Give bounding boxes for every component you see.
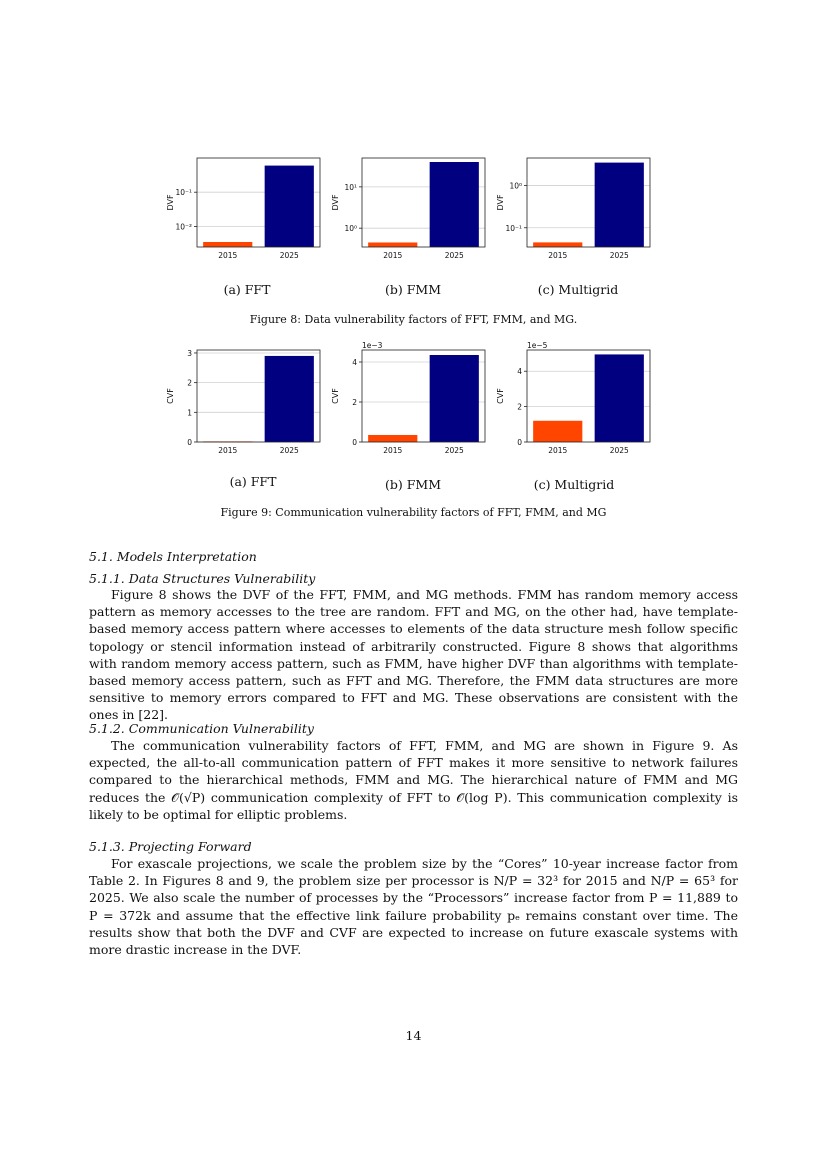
bar-2015	[368, 242, 417, 247]
y-tick-label: 2	[352, 398, 357, 407]
y-tick-label: 10⁻¹	[505, 223, 522, 233]
x-tick-label: 2025	[444, 251, 464, 260]
section-5-1-3-paragraph: For exascale projections, we scale the problem size by the “Cores” 10-year increase factor from Table 2. In Figures 8 and 9, the problem size per processor is N/P = 32³ for 2015 and N/P = 65³ for 2025. We also scale the number of processes by the “Processors” increase factor from P = 11,889 to P = 372k and assume that the effective link failure probability pₑ remains constant over time. The results show that both the DVF and CVF are expected to increase on future exascale systems with more drastic increase in the DVF.	[89, 856, 738, 958]
bar-2025	[430, 355, 479, 442]
y-tick-label: 10⁰	[509, 181, 522, 191]
chart-fig8c	[495, 150, 660, 265]
axis-offset-label: 1e−5	[527, 341, 548, 350]
chart-fig8b	[330, 150, 495, 265]
bar-2025	[430, 162, 479, 247]
x-tick-label: 2025	[609, 446, 629, 455]
chart-fig9a	[165, 338, 330, 460]
figure-9-caption: Figure 9: Communication vulnerability factors of FFT, FMM, and MG	[220, 506, 607, 519]
y-axis-label: DVF	[166, 194, 175, 211]
figure-8-caption: Figure 8: Data vulnerability factors of FFT, FMM, and MG.	[249, 313, 578, 326]
y-tick-label: 4	[352, 358, 357, 367]
y-tick-label: 0	[352, 438, 357, 447]
y-tick-label: 10⁰	[344, 224, 357, 234]
bar-2015	[203, 242, 252, 247]
bar-2025	[595, 163, 644, 247]
y-tick-label: 1	[187, 408, 192, 418]
y-tick-label: 3	[187, 348, 192, 358]
section-5-1-3-heading: 5.1.3. Projecting Forward	[89, 839, 252, 854]
bar-2015	[533, 242, 582, 247]
section-5-1-1-heading: 5.1.1. Data Structures Vulnerability	[89, 571, 316, 586]
fig8-subcaption-c: (c) Multigrid	[537, 282, 619, 297]
section-5-1-2-heading: 5.1.2. Communication Vulnerability	[89, 721, 314, 736]
y-axis-label: DVF	[496, 194, 505, 211]
x-tick-label: 2015	[218, 446, 238, 455]
y-tick-label: 10⁻²	[175, 222, 192, 232]
chart-fig9c	[495, 338, 660, 460]
fig8-subcaption-b: (b) FMM	[385, 282, 441, 297]
section-5-1-heading: 5.1. Models Interpretation	[89, 549, 257, 564]
bar-2025	[265, 166, 314, 247]
y-tick-label: 10¹	[344, 182, 357, 192]
fig9-subcaption-c: (c) Multigrid	[533, 477, 615, 492]
x-tick-label: 2025	[444, 446, 464, 455]
y-tick-label: 4	[517, 367, 522, 377]
fig9-subcaption-b: (b) FMM	[385, 477, 441, 492]
x-tick-label: 2015	[218, 251, 238, 260]
page-number: 14	[405, 1028, 422, 1043]
y-tick-label: 10⁻¹	[175, 188, 192, 198]
bar-2015	[533, 421, 582, 442]
x-tick-label: 2025	[279, 446, 299, 455]
y-tick-label: 2	[517, 402, 522, 412]
x-tick-label: 2025	[609, 251, 629, 260]
x-tick-label: 2015	[548, 251, 568, 260]
y-axis-label: CVF	[331, 388, 340, 404]
bar-2025	[265, 356, 314, 442]
bar-2015	[368, 435, 417, 442]
y-tick-label: 2	[187, 378, 192, 388]
fig8-subcaption-a: (a) FFT	[223, 282, 271, 297]
x-tick-label: 2015	[548, 446, 568, 455]
x-tick-label: 2015	[383, 251, 403, 260]
chart-fig9b	[330, 338, 495, 460]
section-5-1-2-paragraph: The communication vulnerability factors of FFT, FMM, and MG are shown in Figure 9. As expected, the all-to-all communication pattern of FFT makes it more sensitive to network failures compared to the hierarchical methods, FMM and MG. The hierarchical nature of FMM and MG reduces the 𝒪(√P) communication complexity of FFT to 𝒪(log P). This communication complexity is likely to be optimal for elliptic problems.	[89, 738, 738, 822]
x-tick-label: 2015	[383, 446, 403, 455]
y-tick-label: 0	[517, 438, 522, 447]
bar-2025	[595, 354, 644, 442]
chart-fig8a	[165, 150, 330, 265]
y-tick-label: 0	[187, 438, 192, 447]
y-axis-label: DVF	[331, 194, 340, 211]
y-axis-label: CVF	[166, 388, 175, 404]
y-axis-label: CVF	[496, 388, 505, 404]
section-5-1-1-paragraph: Figure 8 shows the DVF of the FFT, FMM, and MG methods. FMM has random memory access pattern as memory accesses to the tree are random. FFT and MG, on the other had, have template-based memory access pattern where accesses to elements of the data structure mesh follow specific topology or stencil information instead of arbitrarily constructed. Figure 8 shows that algorithms with random memory access pattern, such as FMM, have higher DVF than algorithms with template-based memory access pattern, such as FFT and MG. Therefore, the FMM data structures are more sensitive to memory errors compared to FFT and MG. These observations are consistent with the ones in [22].	[89, 587, 738, 723]
x-tick-label: 2025	[279, 251, 299, 260]
axis-offset-label: 1e−3	[362, 341, 383, 350]
fig9-subcaption-a: (a) FFT	[229, 474, 277, 489]
